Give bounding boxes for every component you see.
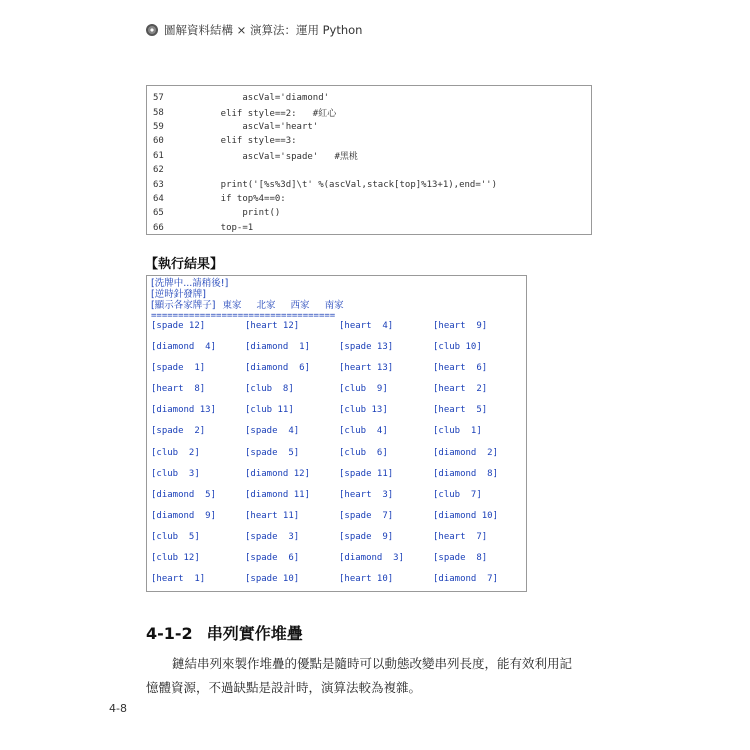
- card-value: [heart 9]: [433, 321, 488, 331]
- code-line: [153, 177, 591, 191]
- code-line: [153, 206, 591, 220]
- card-value: [spade 6]: [245, 553, 300, 564]
- line-number: 61: [153, 150, 164, 161]
- card-value: [diamond 3]: [339, 553, 405, 564]
- code-text: elif style==2: #紅心: [199, 109, 337, 120]
- card-value: [diamond 4]: [151, 342, 217, 353]
- output-separator: ==================================: [151, 312, 336, 320]
- card-value: [spade 3]: [245, 531, 300, 542]
- line-number: 59: [153, 121, 164, 132]
- code-line: [153, 163, 591, 177]
- player-east: 東家: [222, 300, 242, 311]
- card-value: [heart 3]: [339, 489, 394, 500]
- card-value: [club 8]: [245, 384, 294, 395]
- line-number: 66: [153, 222, 164, 233]
- card-value: [club 3]: [151, 468, 200, 479]
- bullet-circle-icon: [146, 24, 158, 36]
- card-value: [spade 11]: [339, 468, 394, 479]
- book-title: 圖解資料結構 × 演算法：運用 Python: [164, 23, 363, 37]
- line-number: 65: [153, 208, 164, 219]
- code-text: elif style==3:: [199, 136, 297, 147]
- players-prefix: [顯示各家牌子]: [151, 300, 216, 311]
- running-header: [146, 21, 362, 39]
- card-value: [spade 9]: [339, 531, 394, 542]
- code-text: ascVal='spade' #黑桃: [199, 152, 358, 163]
- card-value: [heart 2]: [433, 384, 488, 395]
- card-value: [heart 7]: [433, 531, 488, 542]
- line-number: 60: [153, 136, 164, 147]
- card-value: [diamond 12]: [245, 468, 311, 479]
- card-value: [spade 7]: [339, 510, 394, 521]
- card-value: [club 10]: [433, 342, 482, 353]
- card-value: [heart 4]: [339, 321, 394, 331]
- output-header: [151, 278, 356, 311]
- card-value: [diamond 6]: [245, 363, 311, 374]
- card-value: [club 5]: [151, 531, 200, 542]
- output-line-deal: [逆時針發牌]: [151, 289, 206, 300]
- code-text: ascVal='heart': [199, 121, 319, 132]
- card-value: [heart 8]: [151, 384, 206, 395]
- card-value: [diamond 7]: [433, 574, 499, 585]
- execution-output: [146, 275, 527, 592]
- card-value: [diamond 5]: [151, 489, 217, 500]
- line-number: 63: [153, 179, 164, 190]
- card-value: [spade 10]: [245, 574, 300, 585]
- line-number: 57: [153, 93, 164, 104]
- card-value: [club 11]: [245, 405, 294, 416]
- card-value: [spade 1]: [151, 363, 206, 374]
- line-number: 62: [153, 165, 164, 176]
- card-value: [spade 12]: [151, 321, 206, 331]
- card-value: [spade 13]: [339, 342, 394, 353]
- card-value: [heart 6]: [433, 363, 488, 374]
- code-line: [153, 221, 591, 235]
- card-value: [club 2]: [151, 447, 200, 458]
- paragraph-line-1: 鏈結串列來製作堆疊的優點是隨時可以動態改變串列長度，能有效利用記: [172, 656, 573, 671]
- card-value: [club 7]: [433, 489, 482, 500]
- card-value: [club 13]: [339, 405, 388, 416]
- card-value: [spade 4]: [245, 426, 300, 437]
- output-line-shuffle: [洗牌中...請稍後!]: [151, 278, 229, 289]
- code-text: print(): [199, 208, 281, 219]
- card-value: [diamond 1]: [245, 342, 311, 353]
- card-value: [diamond 13]: [151, 405, 217, 416]
- code-line: [153, 192, 591, 206]
- code-line: [153, 134, 591, 148]
- section-heading: [146, 621, 303, 644]
- card-value: [heart 12]: [245, 321, 300, 331]
- code-listing: [146, 85, 592, 235]
- code-text: print('[%s%3d]\t' %(ascVal,stack[top]%13+1),end=''): [199, 179, 498, 190]
- card-value: [heart 5]: [433, 405, 488, 416]
- player-west: 西家: [290, 300, 310, 311]
- card-value: [club 4]: [339, 426, 388, 437]
- code-line: [153, 149, 591, 163]
- card-value: [diamond 2]: [433, 447, 499, 458]
- code-line: [153, 120, 591, 134]
- section-number: 4-1-2: [146, 624, 193, 643]
- player-north: 北家: [256, 300, 276, 311]
- card-value: [club 6]: [339, 447, 388, 458]
- paragraph-line-2: 憶體資源，不過缺點是設計時，演算法較為複雜。: [146, 680, 422, 695]
- output-line-players: [151, 300, 356, 311]
- card-value: [club 1]: [433, 426, 482, 437]
- line-number: 64: [153, 193, 164, 204]
- card-value: [diamond 9]: [151, 510, 217, 521]
- card-value: [heart 10]: [339, 574, 394, 585]
- code-line: [153, 105, 591, 119]
- card-value: [spade 8]: [433, 553, 488, 564]
- line-number: 58: [153, 107, 164, 118]
- code-line: [153, 91, 591, 105]
- page-number: 4-8: [109, 702, 127, 715]
- card-value: [diamond 11]: [245, 489, 311, 500]
- code-text: top-=1: [199, 222, 254, 233]
- card-value: [heart 1]: [151, 574, 206, 585]
- code-text: ascVal='diamond': [199, 93, 330, 104]
- card-value: [club 9]: [339, 384, 388, 395]
- card-value: [spade 2]: [151, 426, 206, 437]
- player-south: 南家: [324, 300, 344, 311]
- code-text: if top%4==0:: [199, 193, 286, 204]
- card-value: [heart 13]: [339, 363, 394, 374]
- result-heading: 【執行結果】: [145, 257, 224, 272]
- card-value: [club 12]: [151, 553, 200, 564]
- card-value: [heart 11]: [245, 510, 300, 521]
- card-value: [spade 5]: [245, 447, 300, 458]
- section-title: 串列實作堆疊: [206, 624, 303, 643]
- card-value: [diamond 10]: [433, 510, 499, 521]
- body-paragraph: [146, 652, 596, 700]
- card-value: [diamond 8]: [433, 468, 499, 479]
